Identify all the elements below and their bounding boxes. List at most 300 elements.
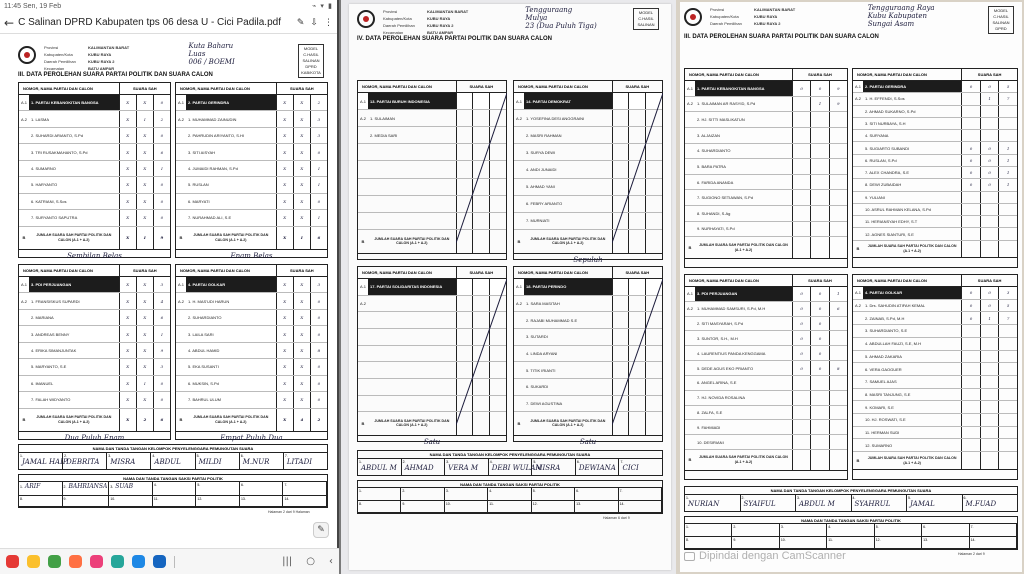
party-name: 17. PARTAI SOLIDARITAS INDONESIA [368, 279, 456, 295]
vote-digit [830, 450, 847, 470]
column-name-header: NOMOR, NAMA PARTAI DAN CALON [689, 278, 759, 283]
kpps-signature-cell [151, 453, 195, 469]
total-label: JUMLAH SUARA SAH PARTAI POLITIK DAN CALON (A.1 + A.2) [193, 415, 269, 424]
vote-digit: X [277, 227, 294, 249]
strike-line [612, 93, 663, 243]
candidate-row [19, 376, 170, 392]
total-in-words: Empat Puluh Dua [220, 433, 283, 442]
vote-digit: 1 [1006, 170, 1010, 176]
page-footer: Halaman 2 dari 9 Halaman [268, 510, 310, 514]
candidate-vote-cells [961, 216, 1017, 227]
vote-digit: 0 [981, 142, 1000, 153]
vote-digit: 0 [317, 298, 321, 304]
candidate-vote-cells [792, 406, 847, 420]
handwritten-region-line: 23 (Dua Puluh Tiga) [525, 22, 597, 30]
total-label: JUMLAH SUARA SAH PARTAI POLITIK DAN CALON (A.1 + A.2) [193, 233, 269, 242]
vote-digit [999, 228, 1017, 239]
header-label: Provinsi [710, 7, 725, 12]
vote-digit: X [120, 210, 137, 225]
vote-digit [830, 159, 847, 174]
vote-digit: 0 [962, 312, 981, 324]
form-sheet-middle [349, 4, 671, 570]
row-code: A.2 [20, 298, 27, 304]
candidate-row [853, 325, 1017, 338]
candidate-name: 7. SUGIONO SETIAWAN, S.Pd [697, 195, 753, 201]
vote-digit [793, 97, 811, 112]
witness-signature-title: NAMA DAN TANDA TANGAN SAKSI PARTAI POLITIK [358, 481, 662, 488]
witness-signature-cell: 3. [445, 488, 488, 501]
witness-signature-title: NAMA DAN TANDA TANGAN SAKSI PARTAI POLITIK [685, 517, 1017, 524]
vote-digit [981, 389, 1000, 401]
witness-signature-cell: 1. [358, 488, 401, 501]
total-label: JUMLAH SUARA SAH PARTAI POLITIK DAN CALON (A.1 + A.2) [699, 455, 788, 464]
vote-digit: 4 [294, 409, 311, 431]
column-votes-header: SUARA SAH [792, 275, 847, 286]
party-vote-block [852, 274, 1018, 480]
vote-digit [830, 206, 847, 221]
vote-digit [830, 317, 847, 331]
vote-digit: 2 [160, 116, 164, 122]
candidate-vote-cells [961, 376, 1017, 388]
watermark-text: Dipindai dengan CamScanner [699, 550, 846, 562]
witness-signature-cell: 7. [283, 482, 327, 496]
witness-signature-cell: 10. [780, 537, 827, 550]
candidate-vote-cells [961, 192, 1017, 203]
vote-digit: 6 [160, 417, 164, 422]
vote-digit [793, 222, 811, 237]
total-in-words: Sembilan Belas [67, 251, 122, 260]
vote-digit [962, 338, 981, 350]
download-icon[interactable]: ⇩ [310, 17, 318, 28]
candidate-name: 1. H. EFFENDI, S.Sos [865, 96, 905, 102]
party-name: 2. PARTAI GERINDRA [186, 95, 276, 110]
candidate-name: 4. SUMARNO [31, 165, 56, 171]
candidate-name: 4. LINDA ARYANI [526, 350, 558, 356]
candidate-row [176, 128, 327, 144]
vote-digit: 5 [1006, 303, 1010, 309]
candidate-name: 8. DEWI ZUBAIDAH [865, 182, 902, 188]
row-code: A.2 [686, 306, 693, 312]
header-value: KALIMANTAN BARAT [427, 9, 469, 14]
total-label: JUMLAH SUARA SAH PARTAI POLITIK DAN CALON (A.1 + A.2) [530, 418, 606, 428]
vote-digit [811, 222, 829, 237]
candidate-name: 1. YOSEFINA DESI ANGGRAINI [526, 115, 585, 121]
vote-digit: 0 [160, 215, 164, 221]
party-vote-block [357, 266, 507, 446]
candidate-name: 4. ANDI JUNAIDI [526, 166, 557, 172]
candidate-row [685, 190, 847, 206]
candidate-row [853, 427, 1017, 440]
candidate-row [19, 310, 170, 326]
row-code: A.2 [854, 96, 861, 102]
candidate-name: 2. MASRI RAHMAN [526, 132, 562, 138]
witness-signature-cell: 13. [240, 496, 284, 507]
vote-digit [962, 93, 981, 104]
candidate-name: 10. ASRUL RAHMAN KELANA, S.Pd [865, 206, 931, 212]
kpu-logo [684, 8, 702, 26]
row-code: A.1 [686, 291, 693, 297]
candidate-row [176, 210, 327, 226]
vote-digit: X [294, 95, 311, 110]
vote-digit [811, 450, 829, 470]
witness-signature-cell: 8. [19, 496, 63, 507]
kpps-signature-title: NAMA DAN TANDA TANGAN KELOMPOK PENYELENGGARA PEMUNGUTAN SUARA [358, 451, 662, 459]
total-label: JUMLAH SUARA SAH PARTAI POLITIK DAN CALON (A.1 + A.2) [867, 456, 957, 465]
total-in-words: Enam Belas [230, 251, 273, 260]
candidate-row [176, 194, 327, 210]
column-name-header: NOMOR, NAMA PARTAI DAN CALON [362, 84, 432, 89]
header-value: KUBU RAYA [427, 16, 451, 21]
pdf-page[interactable] [18, 40, 328, 518]
witness-signature-cell: 1. ARIF [19, 482, 63, 496]
candidate-vote-cells [119, 376, 170, 391]
candidate-row [853, 351, 1017, 364]
vote-digit: 0 [317, 397, 321, 403]
candidate-vote-cells [961, 130, 1017, 141]
candidate-row [19, 128, 170, 144]
candidate-name: 1. LASMA [31, 116, 50, 122]
candidate-vote-cells [792, 391, 847, 405]
column-votes-header: SUARA SAH [961, 69, 1017, 80]
vote-digit [830, 331, 847, 345]
recent-apps-icon[interactable]: ||| [282, 556, 293, 567]
total-in-words [685, 471, 847, 483]
candidate-name: 6. SUKARDI [526, 384, 549, 390]
party-name: 1. PARTAI KEBANGKITAN BANGSA [29, 95, 119, 110]
candidate-vote-cells [961, 401, 1017, 413]
candidate-name: 4. JUMAIDI RAHMAN, S.Pd [188, 165, 238, 171]
vote-digit [962, 228, 981, 239]
candidate-row [853, 376, 1017, 389]
vote-digit [962, 414, 981, 426]
witness-signature-cell: 11. [153, 496, 197, 507]
status-icons: ⌁ ▾ ▮ [311, 2, 333, 10]
candidate-row [853, 414, 1017, 427]
candidate-name: 7. MURNIATI [526, 218, 550, 224]
candidate-row [685, 144, 847, 160]
signature-number: 1. [359, 460, 362, 464]
candidate-vote-cells [276, 210, 327, 225]
vote-digit: X [294, 392, 311, 407]
witness-signature-cell: 14. [619, 501, 662, 514]
vote-digit [962, 351, 981, 363]
party-vote-cells [961, 81, 1017, 92]
kpps-signature-row [358, 459, 662, 475]
candidate-row [853, 228, 1017, 240]
vote-digit: 0 [160, 198, 164, 204]
vote-digit [962, 376, 981, 388]
candidate-name: 11. HERIANSYAH EDHY, S.T [865, 219, 918, 225]
vote-digit [999, 401, 1017, 413]
taskbar-app-icon[interactable] [111, 555, 124, 568]
candidate-vote-cells [792, 175, 847, 190]
witness-signature-cell: 14. [970, 537, 1017, 550]
candidate-name: 5. EKA SUSANTI [188, 364, 219, 370]
witness-signature-cell: 2. [401, 488, 444, 501]
candidate-name: 3. SURYA DEWI [526, 149, 556, 155]
candidate-vote-cells [276, 359, 327, 374]
witness-signature-grid [685, 524, 1017, 549]
vote-digit [981, 376, 1000, 388]
vote-digit [981, 427, 1000, 439]
candidate-vote-cells [792, 190, 847, 205]
more-options-icon[interactable]: ⋮ [324, 17, 333, 28]
vote-digit: X [137, 210, 154, 225]
vote-digit: 0 [160, 380, 164, 386]
kpps-signature-title: NAMA DAN TANDA TANGAN KELOMPOK PENYELENGGARA PEMUNGUTAN SUARA [685, 487, 1017, 495]
vote-digit: I [161, 331, 163, 337]
vote-digit: 6 [160, 315, 164, 321]
scanned-form-right [676, 0, 1024, 574]
vote-digit: X [294, 277, 311, 292]
kpps-signature-cell [402, 459, 446, 475]
party-vote-block [852, 68, 1018, 268]
party-row [853, 81, 1017, 93]
vote-digit: 0 [981, 81, 1000, 92]
taskbar-app-icon[interactable] [132, 555, 145, 568]
header-value: KUBU RAYA [754, 14, 778, 19]
vote-digit: 1 [981, 93, 1000, 104]
row-code: A.1 [177, 282, 184, 288]
candidate-name: 7. SURYANTO SAPUTRA [31, 215, 78, 221]
vote-digit: 3 [160, 282, 164, 288]
candidate-name: 3. ANDREAS BENNY [31, 331, 70, 337]
total-vote-cells [276, 227, 327, 249]
candidate-row [19, 343, 170, 359]
taskbar-app-icon[interactable] [6, 555, 19, 568]
status-time: 11:45 Sen, 19 Feb [4, 2, 62, 10]
candidate-name: 5. TITIK IRIANTI [526, 367, 556, 373]
block-header [176, 265, 327, 277]
vote-digit [793, 420, 811, 434]
vote-digit: 0 [962, 300, 981, 312]
header-label: Daerah Pemilihan [710, 21, 742, 26]
vote-digit [962, 389, 981, 401]
row-code: A.1 [359, 284, 366, 290]
row-code: A.1 [515, 284, 522, 290]
taskbar-app-icon[interactable] [90, 555, 103, 568]
signature-name: DEBRITA [66, 458, 100, 466]
candidate-name: 5. BARA PATRA [697, 163, 726, 169]
vote-digit: 0 [811, 361, 829, 375]
kpps-signature-cell [284, 453, 327, 469]
row-code: B [517, 420, 521, 426]
vote-digit [981, 228, 1000, 239]
candidate-row [685, 346, 847, 361]
vote-digit [811, 406, 829, 420]
signature-name: MILDI [198, 458, 222, 466]
block-header [176, 83, 327, 95]
vote-digit: X [120, 409, 137, 431]
page-footer: Halaman 2 dari 9 [958, 552, 985, 556]
candidate-vote-cells [792, 97, 847, 112]
handwritten-region-line: Kuta Baharu [188, 42, 234, 50]
row-code: A.1 [20, 100, 27, 106]
header-value: KUBU RAYA 2 [427, 23, 454, 28]
block-header [358, 81, 506, 93]
candidate-vote-cells [961, 118, 1017, 129]
candidate-row [176, 144, 327, 160]
candidate-name: 2. HJ. SITTI MASLIKATUN [697, 117, 745, 123]
party-name: 2. PARTAI GERINDRA [863, 81, 961, 92]
column-votes-header: SUARA SAH [612, 267, 662, 278]
witness-signature-cell: 6. [240, 482, 284, 496]
vote-digit: 1 [1006, 145, 1010, 151]
vote-digit [793, 175, 811, 190]
party-name: 4. PARTAI GOLKAR [186, 277, 276, 292]
candidate-name: 2. PAHRUDIN ARIYANTO, S.HI [188, 133, 245, 139]
party-row [853, 287, 1017, 300]
witness-signature-cell: 4. [153, 482, 197, 496]
vote-digit: 2 [317, 100, 321, 106]
block-header [853, 69, 1017, 81]
vote-digit: 0 [981, 179, 1000, 190]
vote-digit: I [137, 227, 154, 249]
candidate-row [685, 206, 847, 222]
signature-number: 1. [686, 496, 689, 500]
vote-digit [999, 351, 1017, 363]
row-code: A.2 [359, 115, 366, 121]
vote-digit: 0 [793, 287, 811, 301]
vote-digit: 0 [160, 397, 164, 403]
party-name: 1. PARTAI KEBANGKITAN BANGSA [695, 81, 792, 96]
candidate-vote-cells [276, 194, 327, 209]
home-icon[interactable]: ○ [306, 556, 315, 567]
total-label: JUMLAH SUARA SAH PARTAI POLITIK DAN CALON (A.1 + A.2) [699, 243, 788, 252]
vote-digit [811, 190, 829, 205]
vote-digit: X [120, 392, 137, 407]
taskbar-app-icon[interactable] [153, 555, 166, 568]
vote-digit: 5 [1006, 84, 1010, 90]
taskbar [0, 548, 339, 574]
header-label: Daerah Pemilihan [44, 59, 76, 64]
candidate-row [176, 161, 327, 177]
vote-digit: 0 [962, 167, 981, 178]
candidate-row [853, 216, 1017, 228]
candidate-vote-cells [792, 361, 847, 375]
candidate-vote-cells [276, 144, 327, 159]
candidate-row [685, 97, 847, 113]
row-code: B [22, 235, 26, 240]
vote-digit [981, 216, 1000, 227]
candidate-name: 6. FEBRY ARIANTO [526, 201, 563, 207]
party-vote-block [175, 264, 328, 440]
header-label: Kecamatan [44, 66, 65, 71]
vote-digit [999, 118, 1017, 129]
candidate-name: 2. MARIANA [31, 315, 54, 321]
vote-digit: 0 [811, 302, 829, 316]
candidate-name: 4. ABDUL HAMID [188, 347, 220, 353]
vote-digit: X [120, 293, 137, 308]
vote-digit: X [277, 277, 294, 292]
taskbar-app-icon[interactable] [48, 555, 61, 568]
section-title: III. DATA PEROLEHAN SUARA PARTAI POLITIK DAN SUARA CALON [684, 34, 879, 40]
block-header [514, 81, 662, 93]
block-header [19, 265, 170, 277]
header-label: Kabupaten/Kota [383, 16, 412, 21]
column-name-header: NOMOR, NAMA PARTAI DAN CALON [23, 268, 93, 273]
signature-number: 3. [446, 460, 450, 464]
candidate-name: 7. BAHRUL ULUM [188, 397, 221, 403]
vote-digit: 0 [962, 179, 981, 190]
party-vote-block [18, 264, 171, 440]
vote-digit [811, 420, 829, 434]
annotate-pen-icon[interactable]: ✎ [313, 522, 329, 538]
back-icon[interactable]: ‹ [329, 556, 333, 567]
form-model-stamp: MODEL C.HASIL SALINAN DPRD [988, 6, 1014, 34]
block-header [358, 267, 506, 279]
candidate-vote-cells [792, 222, 847, 237]
candidate-name: 1. H. MAS'UDI HARUN [188, 298, 230, 304]
kpps-signature-cell [63, 453, 107, 469]
edit-icon[interactable]: ✎ [296, 17, 305, 28]
candidate-vote-cells [119, 177, 170, 192]
block-header [514, 267, 662, 279]
column-name-header: NOMOR, NAMA PARTAI DAN CALON [180, 268, 250, 273]
vote-digit: X [277, 194, 294, 209]
back-arrow-icon[interactable]: ← [4, 15, 15, 30]
party-vote-cells [792, 287, 847, 301]
vote-digit: 0 [981, 155, 1000, 166]
candidate-vote-cells [792, 435, 847, 449]
vote-digit [793, 206, 811, 221]
candidate-row [853, 363, 1017, 376]
taskbar-apps [6, 555, 166, 568]
row-code: B [361, 420, 365, 426]
row-code: B [361, 238, 365, 244]
vote-digit: X [137, 194, 154, 209]
column-name-header: NOMOR, NAMA PARTAI DAN CALON [857, 72, 927, 77]
vote-digit: X [294, 326, 311, 341]
witness-signature-cell: 14. [283, 496, 327, 507]
candidate-row [176, 326, 327, 342]
party-name: 13. PARTAI BURUH INDONESIA [368, 93, 456, 109]
vote-digit [981, 118, 1000, 129]
witness-signature-cell: 9. [63, 496, 110, 507]
vote-digit: X [120, 194, 137, 209]
signature-number: 2. [402, 460, 406, 464]
taskbar-app-icon[interactable] [27, 555, 40, 568]
candidate-name: 8. ZALFA, S.E [697, 410, 723, 416]
candidate-row [853, 312, 1017, 325]
row-code: A.1 [20, 282, 27, 288]
candidate-name: 2. ZAINAB, S.Pd, M.H [865, 315, 905, 321]
total-in-words: Sepuluh [573, 255, 603, 264]
signature-name: MISRA [110, 458, 136, 466]
vote-digit [811, 175, 829, 190]
strike-through-mark [612, 93, 663, 247]
witness-signature-cell: 9. [732, 537, 779, 550]
vote-digit: I [137, 376, 154, 391]
candidate-vote-cells [792, 112, 847, 127]
signature-number: 3. [108, 454, 112, 458]
candidate-row [853, 155, 1017, 167]
signature-name: AHMAD [404, 464, 434, 472]
taskbar-app-icon[interactable] [69, 555, 82, 568]
kpps-signature-title: NAMA DAN TANDA TANGAN KELOMPOK PENYELENGGARA PEMUNGUTAN SUARA [19, 445, 327, 453]
candidate-name: 6. VERA GAOGUER [865, 366, 902, 372]
vote-digit: 0 [793, 317, 811, 331]
form-header-values [88, 44, 158, 72]
candidate-row [853, 118, 1017, 130]
candidate-name: 1. SARA MASITAH [526, 300, 560, 306]
vote-digit [981, 325, 1000, 337]
total-in-words [358, 254, 506, 266]
vote-digit [999, 338, 1017, 350]
vote-digit [793, 144, 811, 159]
candidate-vote-cells [792, 331, 847, 345]
vote-digit [793, 159, 811, 174]
